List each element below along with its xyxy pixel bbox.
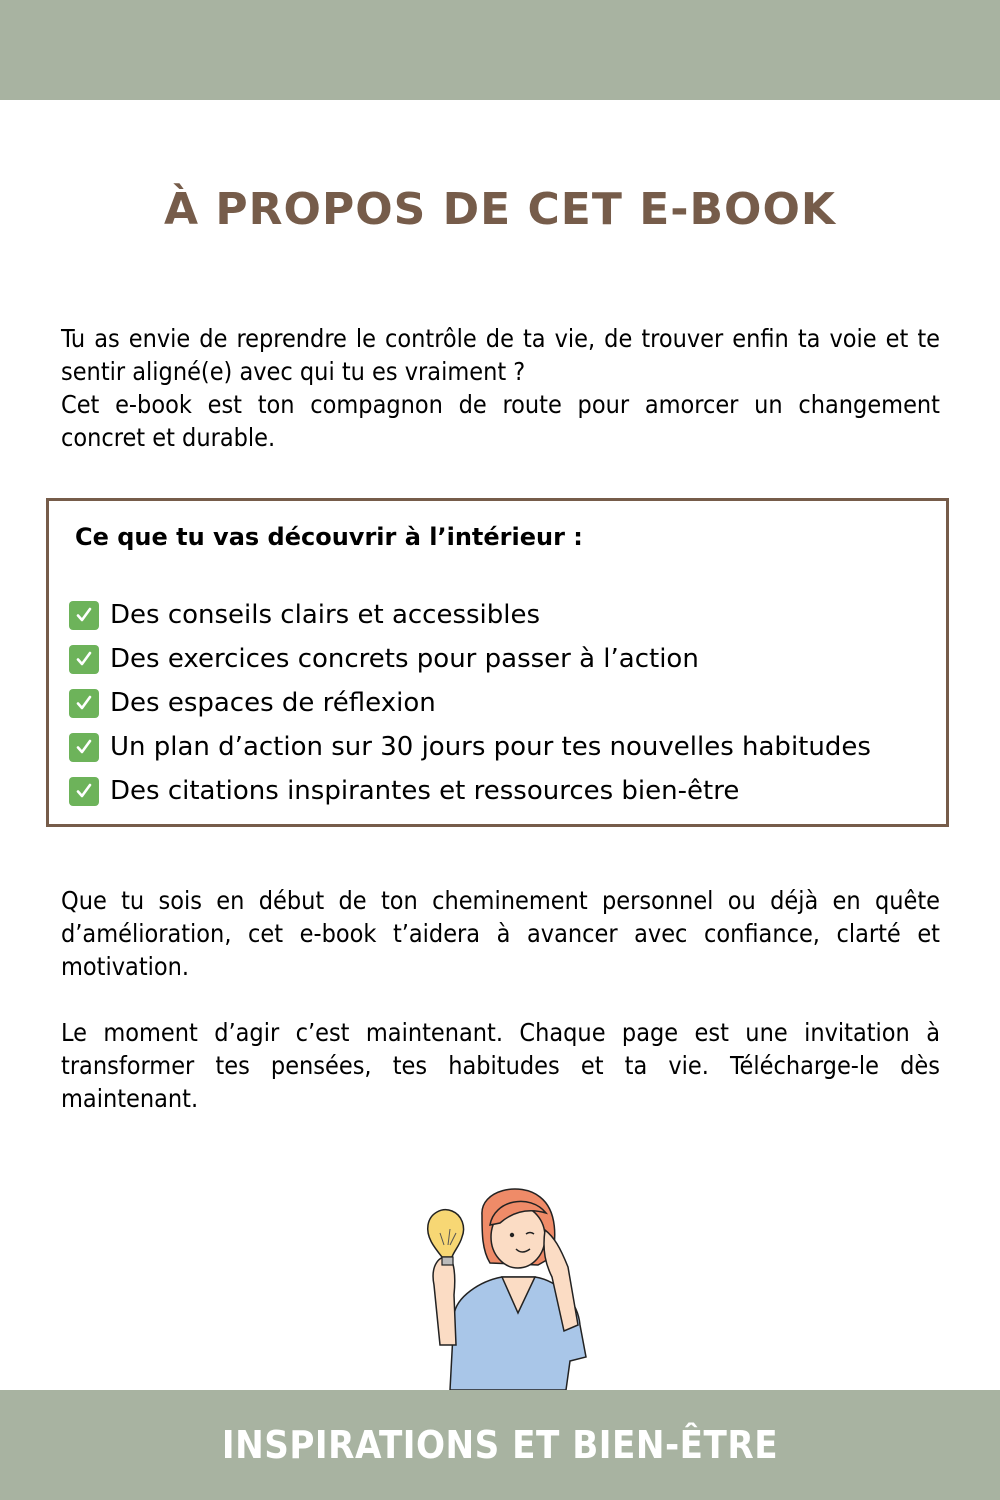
outro-paragraph-2 (61, 1016, 940, 1115)
outro-text-1: Que tu sois en début de ton cheminement personnel ou déjà en quête d’amélioration, cet e-book t’aidera à avancer avec confiance, clarté et motivation. (61, 886, 940, 981)
check-mark-icon (69, 777, 99, 806)
page-title: À PROPOS DE CET E-BOOK (164, 184, 836, 235)
list-item (69, 593, 871, 637)
features-list (69, 593, 871, 813)
intro-paragraph (61, 322, 940, 454)
feature-text: Un plan d’action sur 30 jours pour tes nouvelles habitudes (110, 732, 871, 762)
intro-line-1: Tu as envie de reprendre le contrôle de ta vie, de trouver enfin ta voie et te sentir aligné(e) avec qui tu es vraiment ? (61, 324, 940, 386)
feature-text: Des espaces de réflexion (110, 688, 436, 718)
feature-text: Des citations inspirantes et ressources bien-être (110, 776, 740, 806)
check-mark-icon (69, 733, 99, 762)
woman-lightbulb-illustration (420, 1185, 600, 1390)
check-mark-icon (69, 601, 99, 630)
list-item (69, 725, 871, 769)
check-mark-icon (69, 645, 99, 674)
outro-text-2: Le moment d’agir c’est maintenant. Chaque page est une invitation à transformer tes pensées, tes habitudes et ta vie. Télécharge-le dès maintenant. (61, 1018, 940, 1113)
intro-line-2: Cet e-book est ton compagnon de route pour amorcer un changement concret et durable. (61, 390, 940, 452)
top-color-band (0, 0, 1000, 100)
outro-paragraph-1 (61, 884, 940, 983)
footer-brand-text: INSPIRATIONS ET BIEN-ÊTRE (221, 1423, 779, 1467)
feature-text: Des exercices concrets pour passer à l’action (110, 644, 699, 674)
list-item (69, 769, 871, 813)
feature-text: Des conseils clairs et accessibles (110, 600, 541, 630)
list-item (69, 681, 871, 725)
list-item (69, 637, 871, 681)
features-box (46, 498, 949, 827)
features-heading: Ce que tu vas découvrir à l’intérieur : (75, 523, 583, 551)
footer-band (0, 1390, 1000, 1500)
check-mark-icon (69, 689, 99, 718)
